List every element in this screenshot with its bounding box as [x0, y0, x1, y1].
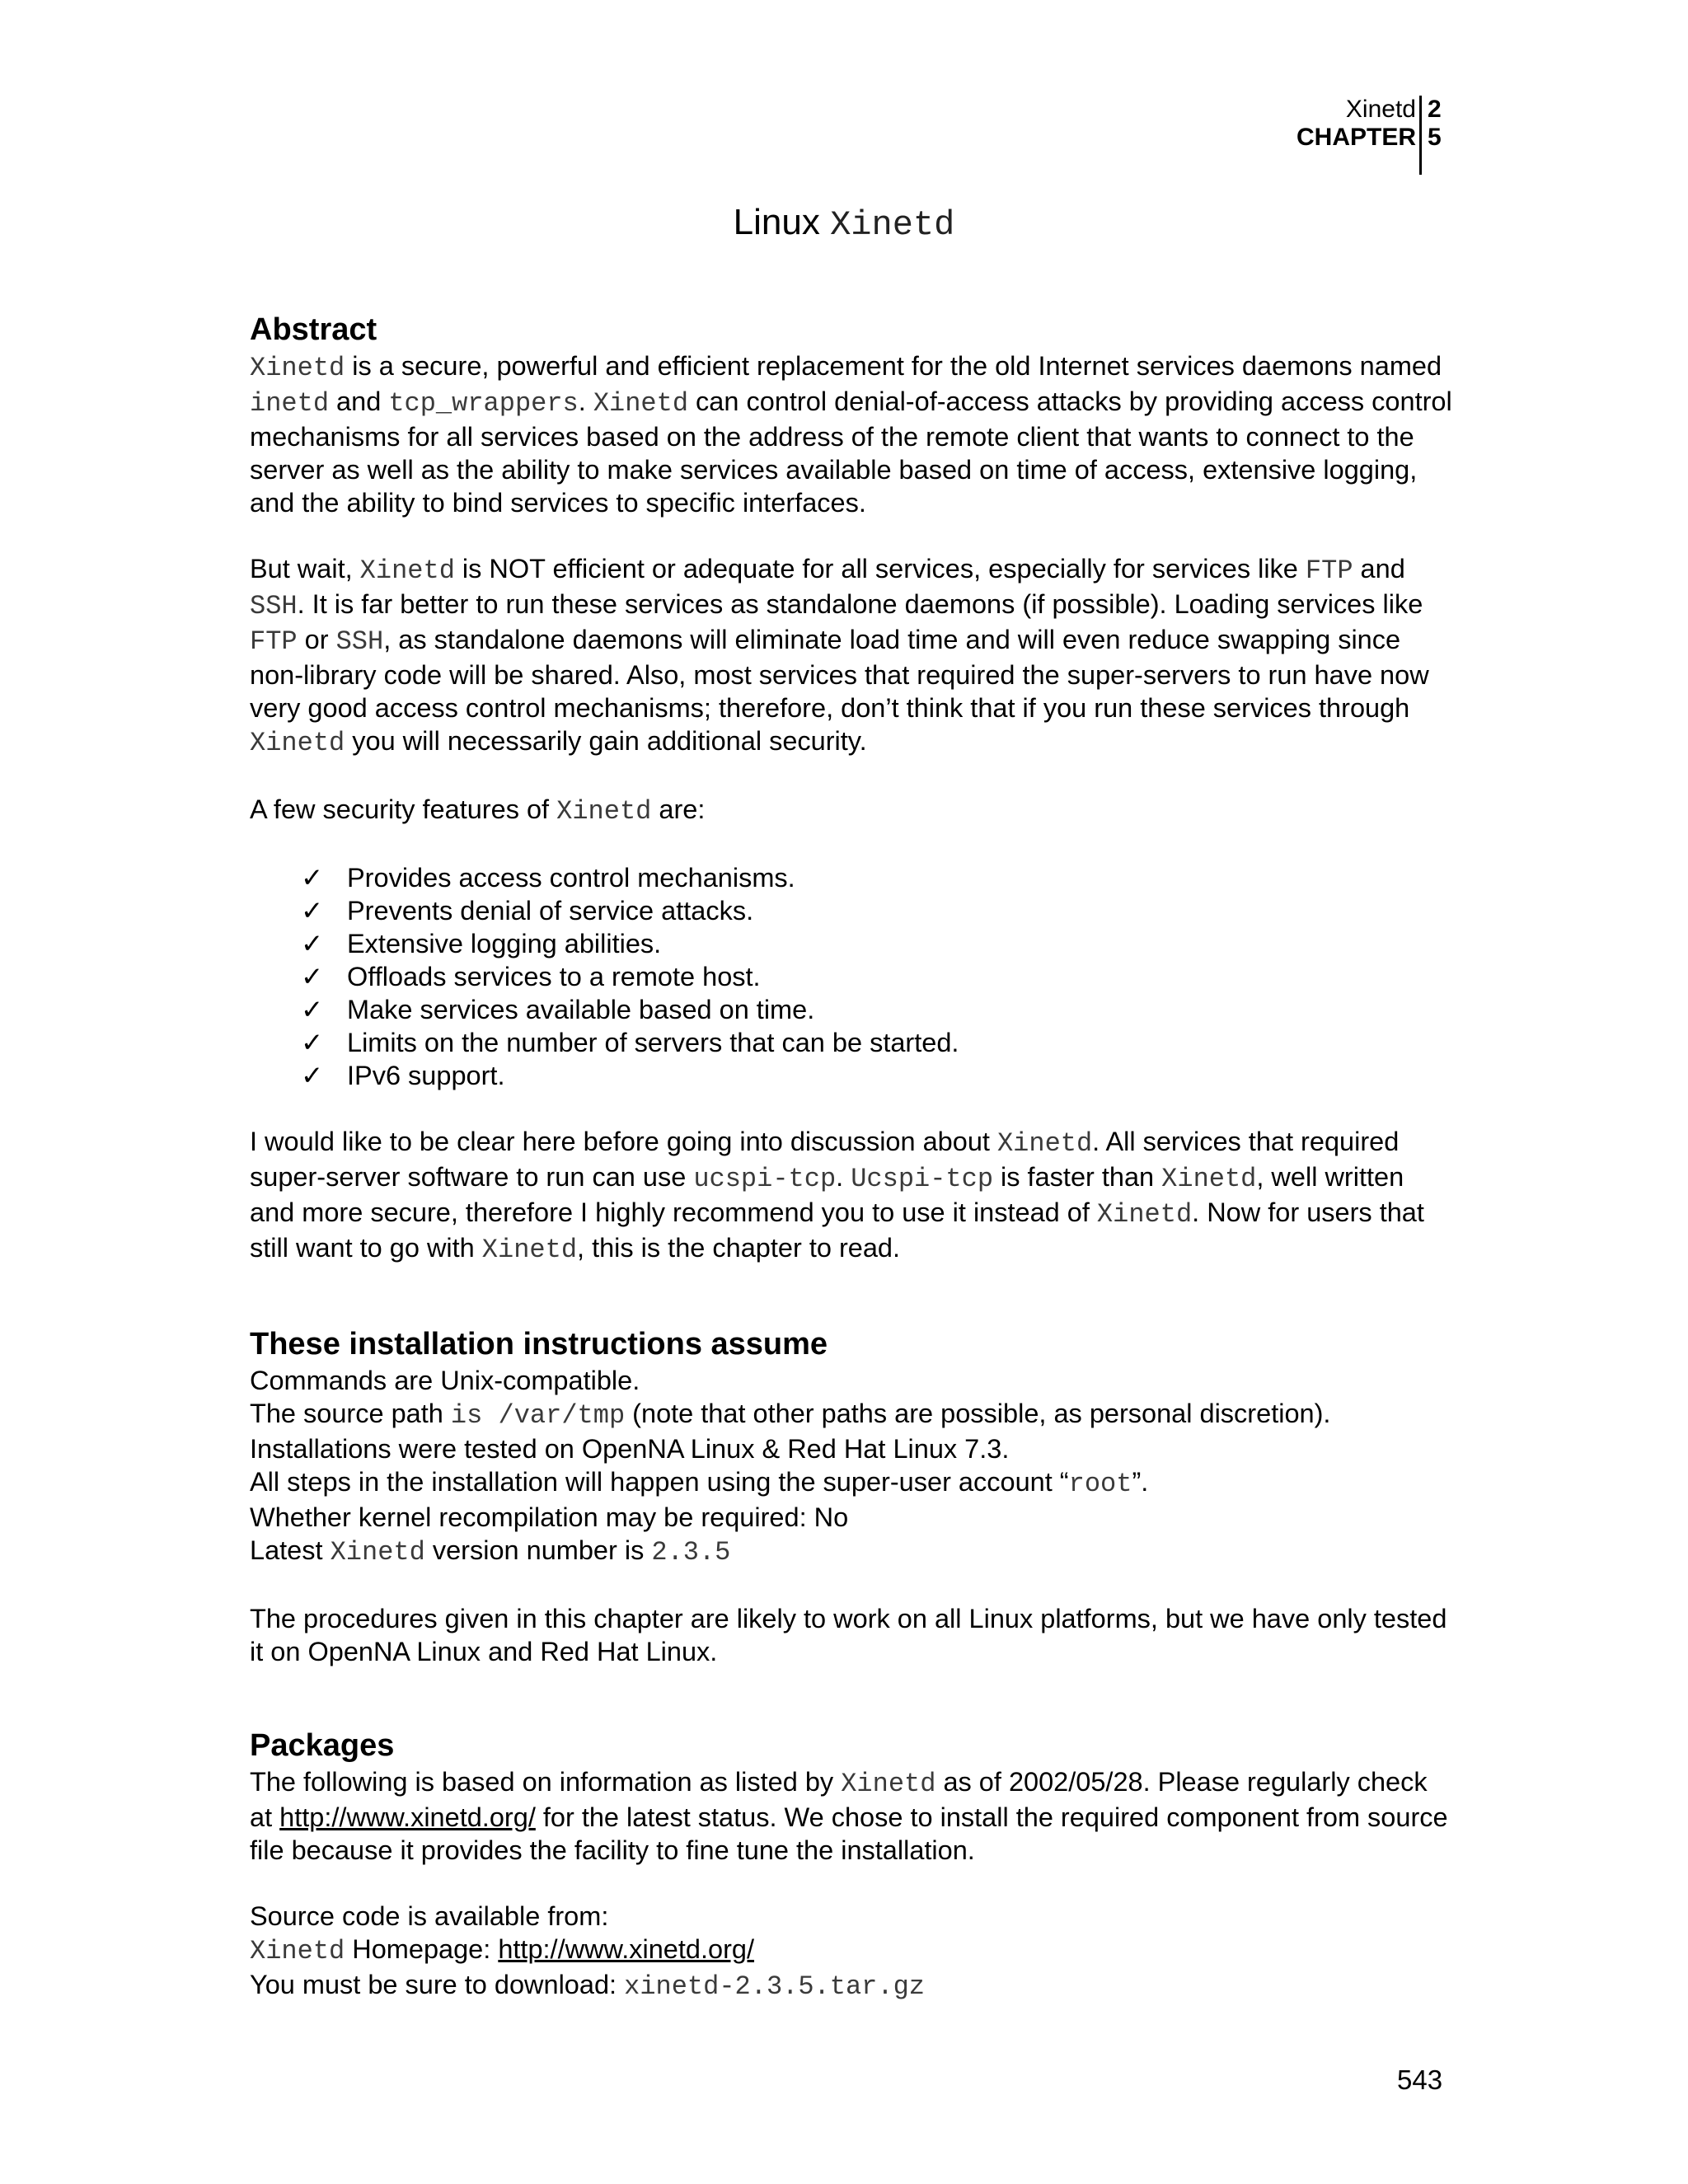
checkmark-icon: ✓ [301, 1028, 324, 1057]
header-part: CHAPTER [1296, 124, 1416, 151]
checkmark-icon: ✓ [301, 896, 324, 926]
title-prefix: Linux [733, 202, 820, 242]
install-line-5: Whether kernel recompilation may be required: No [250, 1502, 849, 1532]
abstract-paragraph-2: But wait, Xinetd is NOT efficient or adequate for all services, especially for services like FTP and SSH. It is far better to run these services as standalone daemons (if possible). Loading services like FTP or SSH, as standalone daemons will eliminate load time and will even reduce swapping since non-library code will be shared. Also, most services that required the super-servers to run have now very good access control mechanisms; therefore, don’t think that if you run these services through Xinetd you will necessarily gain additional security. [250, 554, 1429, 758]
xinetd-link[interactable]: http://www.xinetd.org/ [279, 1802, 536, 1832]
checkmark-icon: ✓ [301, 863, 324, 893]
list-item: ✓ Prevents denial of service attacks. [301, 896, 754, 926]
source-intro: Source code is available from: [250, 1901, 609, 1931]
page-content [250, 310, 1453, 2004]
packages-paragraph: The following is based on information as listed by Xinetd as of 2002/05/28. Please regularly check at http://www.xinetd.org/ for the latest status. We chose to install the required component from source file because it provides the facility to fine tune the installation. [250, 1767, 1448, 1865]
running-header [1296, 96, 1416, 152]
homepage-line: Xinetd Homepage: http://www.xinetd.org/ [250, 1934, 755, 1966]
list-item: ✓ Make services available based on time. [301, 995, 815, 1024]
abstract-paragraph-1: Xinetd is a secure, powerful and efficient replacement for the old Internet services daemons named inetd and tcp_wrappers. Xinetd can control denial-of-access attacks by providing access control mechanisms for all services based on the address of the remote client that wants to connect to the server as well as the ability to make services available based on time of access, extensive logging, and the ability to bind services to specific interfaces. [250, 351, 1452, 518]
chapter-number [1428, 96, 1442, 152]
install-line-2: The source path is /var/tmp (note that other paths are possible, as personal discretion). [250, 1399, 1331, 1431]
list-item: ✓ Offloads services to a remote host. [301, 962, 761, 991]
list-item: ✓ IPv6 support. [301, 1061, 505, 1090]
install-heading: These installation instructions assume [250, 1327, 828, 1361]
install-line-1: Commands are Unix-compatible. [250, 1366, 640, 1395]
checkmark-icon: ✓ [301, 995, 324, 1024]
features-list [250, 861, 1453, 1092]
title-mono: Xinetd [830, 205, 955, 245]
list-item: ✓ Extensive logging abilities. [301, 929, 662, 958]
page-number: 543 [1397, 2064, 1443, 2095]
checkmark-icon: ✓ [301, 962, 324, 991]
packages-heading: Packages [250, 1728, 395, 1763]
abstract-paragraph-4: I would like to be clear here before going into discussion about Xinetd. All services that required super-server software to run can use ucspi-tcp. Ucspi-tcp is faster than Xinetd, well written and more secure, therefore I highly recommend you to use it instead of Xinetd. Now for users that still want to go with Xinetd, this is the chapter to read. [250, 1127, 1424, 1265]
install-line-6: Latest Xinetd version number is 2.3.5 [250, 1535, 731, 1568]
checkmark-icon: ✓ [301, 1061, 324, 1090]
page-title [0, 202, 1688, 245]
homepage-link[interactable]: http://www.xinetd.org/ [498, 1934, 755, 1964]
header-divider [1419, 96, 1422, 175]
features-intro: A few security features of Xinetd are: [250, 794, 706, 827]
list-item: ✓ Limits on the number of servers that can be started. [301, 1028, 959, 1057]
download-filename: xinetd-2.3.5.tar.gz [624, 1971, 925, 2002]
list-item: ✓ Provides access control mechanisms. [301, 863, 795, 893]
header-section: Xinetd [1345, 96, 1416, 123]
install-line-4: All steps in the installation will happen using the super-user account “root”. [250, 1467, 1149, 1499]
download-line: You must be sure to download: xinetd-2.3.5.tar.gz [250, 1970, 925, 2002]
install-paragraph: The procedures given in this chapter are likely to work on all Linux platforms, but we have only tested it on OpenNA Linux and Red Hat Linux. [250, 1604, 1447, 1666]
chapter-number-digit-2: 5 [1428, 124, 1442, 151]
abstract-heading: Abstract [250, 312, 377, 347]
chapter-number-digit-1: 2 [1428, 96, 1442, 123]
install-line-3: Installations were tested on OpenNA Linux & Red Hat Linux 7.3. [250, 1434, 1010, 1464]
checkmark-icon: ✓ [301, 929, 324, 958]
